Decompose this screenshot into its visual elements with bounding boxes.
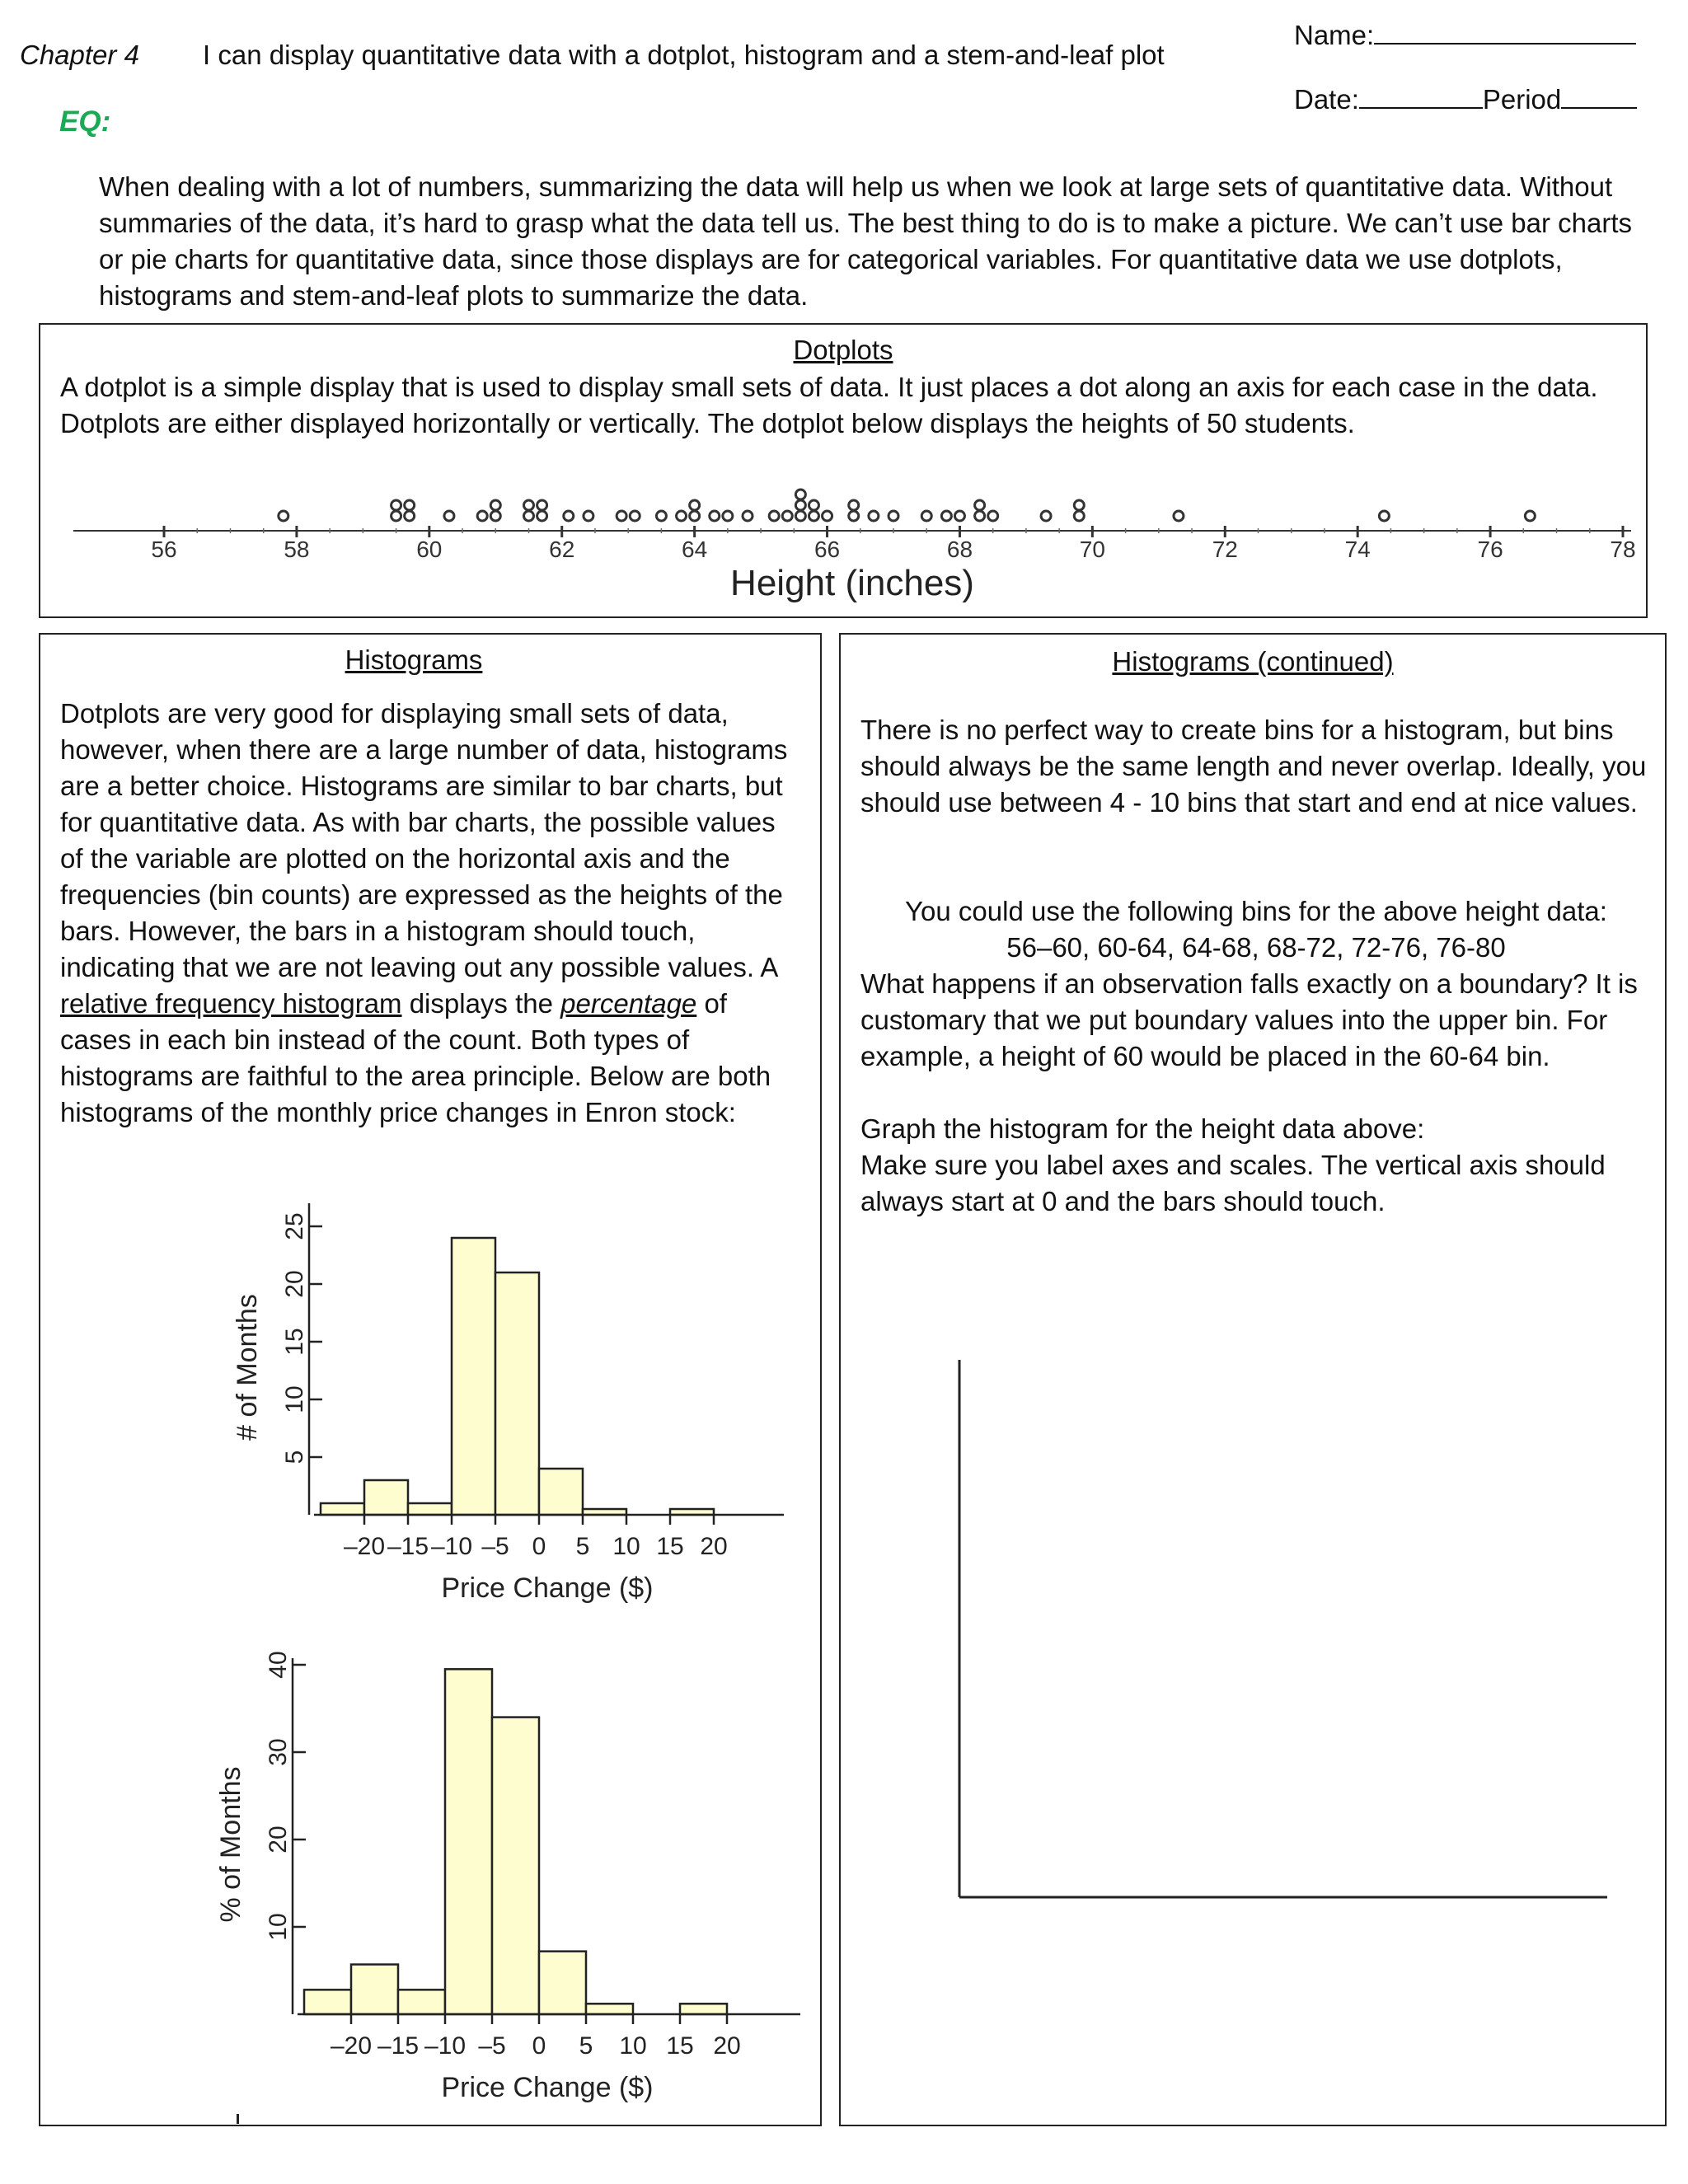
dotplot-point	[782, 511, 792, 521]
y-tick-label: 40	[264, 1651, 292, 1679]
dotplot-point	[795, 500, 805, 510]
dotplot-point	[723, 511, 733, 521]
dotplot-point	[889, 511, 898, 521]
dotplot-point	[656, 511, 666, 521]
dotplot-point	[795, 490, 805, 499]
dotplot-point	[279, 511, 288, 521]
y-tick-label: 5	[280, 1450, 308, 1465]
dotplot-point	[405, 511, 415, 521]
histogram-bar	[452, 1238, 495, 1515]
x-tick-label: 5	[579, 2032, 593, 2060]
dotplot-chart	[40, 481, 1648, 605]
histogram-bar	[495, 1272, 539, 1515]
x-tick-label: –5	[478, 2032, 506, 2060]
histogram-bar	[321, 1503, 364, 1515]
y-tick-label: 25	[280, 1212, 308, 1240]
dotplot-point	[809, 500, 818, 510]
histograms-title: Histograms	[345, 644, 483, 675]
graph-instructions-line1: Graph the histogram for the height data above:	[860, 1113, 1425, 1144]
dotplot-point	[849, 500, 859, 510]
dotplot-point	[941, 511, 951, 521]
x-tick-label: –5	[481, 1533, 509, 1560]
x-tick-label: 20	[713, 2032, 741, 2060]
y-tick-label: 10	[264, 1913, 292, 1941]
y-axis-label: # of Months	[232, 1294, 263, 1441]
dotplot-point	[1074, 511, 1084, 521]
dotplot-point	[954, 511, 964, 521]
x-tick-label: –20	[330, 2032, 373, 2060]
histogram-bar	[408, 1503, 452, 1515]
histogram-bar	[492, 1718, 539, 2014]
dotplot-point	[988, 511, 998, 521]
dotplot-point	[1074, 500, 1084, 510]
dotplot-point	[823, 511, 832, 521]
dotplot-point	[392, 500, 401, 510]
dotplot-point	[524, 511, 534, 521]
count-histogram	[148, 1203, 728, 1615]
x-tick-label: 10	[612, 1533, 640, 1560]
dotplot-point	[690, 511, 700, 521]
dotplot-point	[584, 511, 593, 521]
dotplot-point	[537, 511, 547, 521]
x-tick-label: 0	[532, 2032, 546, 2060]
eq-label: EQ:	[59, 105, 111, 138]
graph-instructions-line2: Make sure you label axes and scales. The vertical axis should always start at 0 and the bars should touch.	[860, 1150, 1606, 1216]
x-tick-label: 15	[666, 2032, 694, 2060]
period-label: Period	[1482, 84, 1562, 115]
dotplot-tick-label: 60	[416, 537, 443, 562]
bins-example-line2: 56–60, 60-64, 64-68, 68-72, 72-76, 76-80	[1006, 932, 1506, 963]
dotplot-point	[975, 500, 985, 510]
histogram-bar	[586, 2004, 633, 2014]
intro-paragraph: When dealing with a lot of numbers, summarizing the data will help us when we look at large sets of quantitative data. Without summaries of the data, it’s hard to grasp what the data tell us. The best thing to do is to make a picture. We can’t use bar charts or pie charts for quantitative data, since those displays are for categorical variables. For quantitative data we use dotplots, histograms and stem-and-leaf plots to summarize the data.	[99, 171, 1632, 311]
dotplot-point	[769, 511, 779, 521]
dotplot-point	[392, 511, 401, 521]
dotplot-point	[564, 511, 574, 521]
term-relative-frequency-histogram: relative frequency histogram	[60, 988, 402, 1019]
percent-histogram	[131, 1651, 741, 2118]
term-percentage: percentage	[560, 988, 697, 1019]
dotplot-point	[710, 511, 720, 521]
x-tick-label: –15	[377, 2032, 420, 2060]
dotplot-point	[490, 500, 500, 510]
dotplot-point	[1379, 511, 1389, 521]
histogram-bar	[539, 1469, 583, 1515]
dotplot-point	[921, 511, 931, 521]
dotplot-tick-label: 76	[1477, 537, 1503, 562]
histograms-section	[39, 633, 822, 2126]
dotplot-point	[1174, 511, 1184, 521]
dotplot-point	[444, 511, 454, 521]
bins-paragraph: There is no perfect way to create bins for a histogram, but bins should always be the same length and never overlap. Ideally, you should use between 4 - 10 bins that start and end at nice values.	[860, 715, 1647, 818]
histogram-bar	[680, 2004, 727, 2014]
dotplot-point	[869, 511, 879, 521]
continued-title: Histograms (continued)	[1112, 646, 1394, 677]
x-tick-label: 10	[619, 2032, 647, 2060]
x-tick-label: –10	[424, 2032, 467, 2060]
x-tick-label: 5	[575, 1533, 590, 1560]
name-label: Name:	[1294, 20, 1375, 50]
dotplot-title: Dotplots	[793, 335, 893, 365]
x-tick-label: 15	[656, 1533, 684, 1560]
dotplot-point	[617, 511, 626, 521]
dotplot-description: A dotplot is a simple display that is used to display small sets of data. It just places a dot along an axis for each case in the data. Dotplots are either displayed horizontally or vertically. The dotplot below displays the heights of 50 students.	[60, 372, 1598, 438]
dotplot-tick-label: 78	[1610, 537, 1636, 562]
histogram-bar	[364, 1480, 408, 1515]
histogram-bar	[398, 1990, 445, 2014]
stray-mark	[237, 2114, 239, 2124]
dotplot-point	[677, 511, 687, 521]
x-tick-label: 20	[700, 1533, 728, 1560]
dotplot-tick-label: 58	[284, 537, 310, 562]
dotplot-point	[1525, 511, 1535, 521]
dotplot-point	[1041, 511, 1051, 521]
dotplot-point	[524, 500, 534, 510]
histograms-continued-section	[839, 633, 1667, 2126]
x-axis-label: Price Change ($)	[441, 2072, 654, 2103]
dotplot-point	[809, 511, 818, 521]
dotplot-point	[975, 511, 985, 521]
histograms-description: Dotplots are very good for displaying small sets of data, however, when there are a large number of data, histograms are a better choice. Histograms are similar to bar charts, but for quantitative data. As with bar charts, the possible values of the variable are plotted on the horizontal axis and the frequencies (bin counts) are expressed as the heights of the bars. However, the bars in a histogram should touch, indicating that we are not leaving out any possible values. A relative frequency histogram displays the percentage of cases in each bin instead of the count. Both types of histograms are faithful to the area principle. Below are both histograms of the monthly price changes in Enron stock:	[60, 698, 788, 1127]
blank-graph-axes[interactable]	[948, 1352, 1640, 1929]
x-tick-label: –10	[430, 1533, 473, 1560]
histogram-bar	[304, 1990, 351, 2014]
x-tick-label: –20	[343, 1533, 386, 1560]
dotplot-point	[849, 511, 859, 521]
y-tick-label: 20	[264, 1825, 292, 1854]
dotplot-tick-label: 74	[1344, 537, 1371, 562]
dotplot-point	[405, 500, 415, 510]
dotplot-point	[690, 500, 700, 510]
dotplot-point	[490, 511, 500, 521]
dotplot-point	[743, 511, 753, 521]
histogram-bar	[445, 1669, 492, 2014]
learning-goal: I can display quantitative data with a dotplot, histogram and a stem-and-leaf plot	[203, 40, 1165, 70]
dotplot-points	[279, 490, 1536, 521]
dotplot-point	[537, 500, 547, 510]
dotplot-tick-label: 72	[1212, 537, 1238, 562]
y-tick-label: 15	[280, 1328, 308, 1356]
bins-example-line1: You could use the following bins for the above height data:	[905, 896, 1607, 926]
dotplot-point	[630, 511, 640, 521]
dotplot-tick-label: 56	[151, 537, 177, 562]
x-tick-label: –15	[387, 1533, 429, 1560]
dotplot-tick-label: 70	[1079, 537, 1105, 562]
date-period-field[interactable]	[1294, 84, 1637, 115]
y-axis-label: % of Months	[215, 1766, 246, 1923]
boundary-paragraph: What happens if an observation falls exactly on a boundary? It is customary that we put boundary values into the upper bin. For example, a height of 60 would be placed in the 60-64 bin.	[860, 968, 1638, 1071]
dotplot-x-label: Height (inches)	[730, 563, 974, 603]
histogram-bar	[351, 1965, 398, 2014]
dotplot-point	[795, 511, 805, 521]
date-label: Date:	[1294, 84, 1359, 115]
y-tick-label: 20	[280, 1270, 308, 1298]
dotplot-tick-label: 66	[814, 537, 841, 562]
name-field[interactable]	[1294, 20, 1636, 51]
histogram-bar	[539, 1952, 586, 2014]
dotplot-tick-label: 62	[549, 537, 575, 562]
dotplot-tick-label: 68	[946, 537, 973, 562]
dotplot-tick-label: 64	[682, 537, 708, 562]
dotplot-point	[477, 511, 487, 521]
chapter-label: Chapter 4	[20, 40, 139, 70]
x-tick-label: 0	[532, 1533, 546, 1560]
y-tick-label: 10	[280, 1385, 308, 1413]
y-tick-label: 30	[264, 1738, 292, 1766]
x-axis-label: Price Change ($)	[441, 1572, 654, 1604]
dotplot-section	[39, 323, 1648, 618]
